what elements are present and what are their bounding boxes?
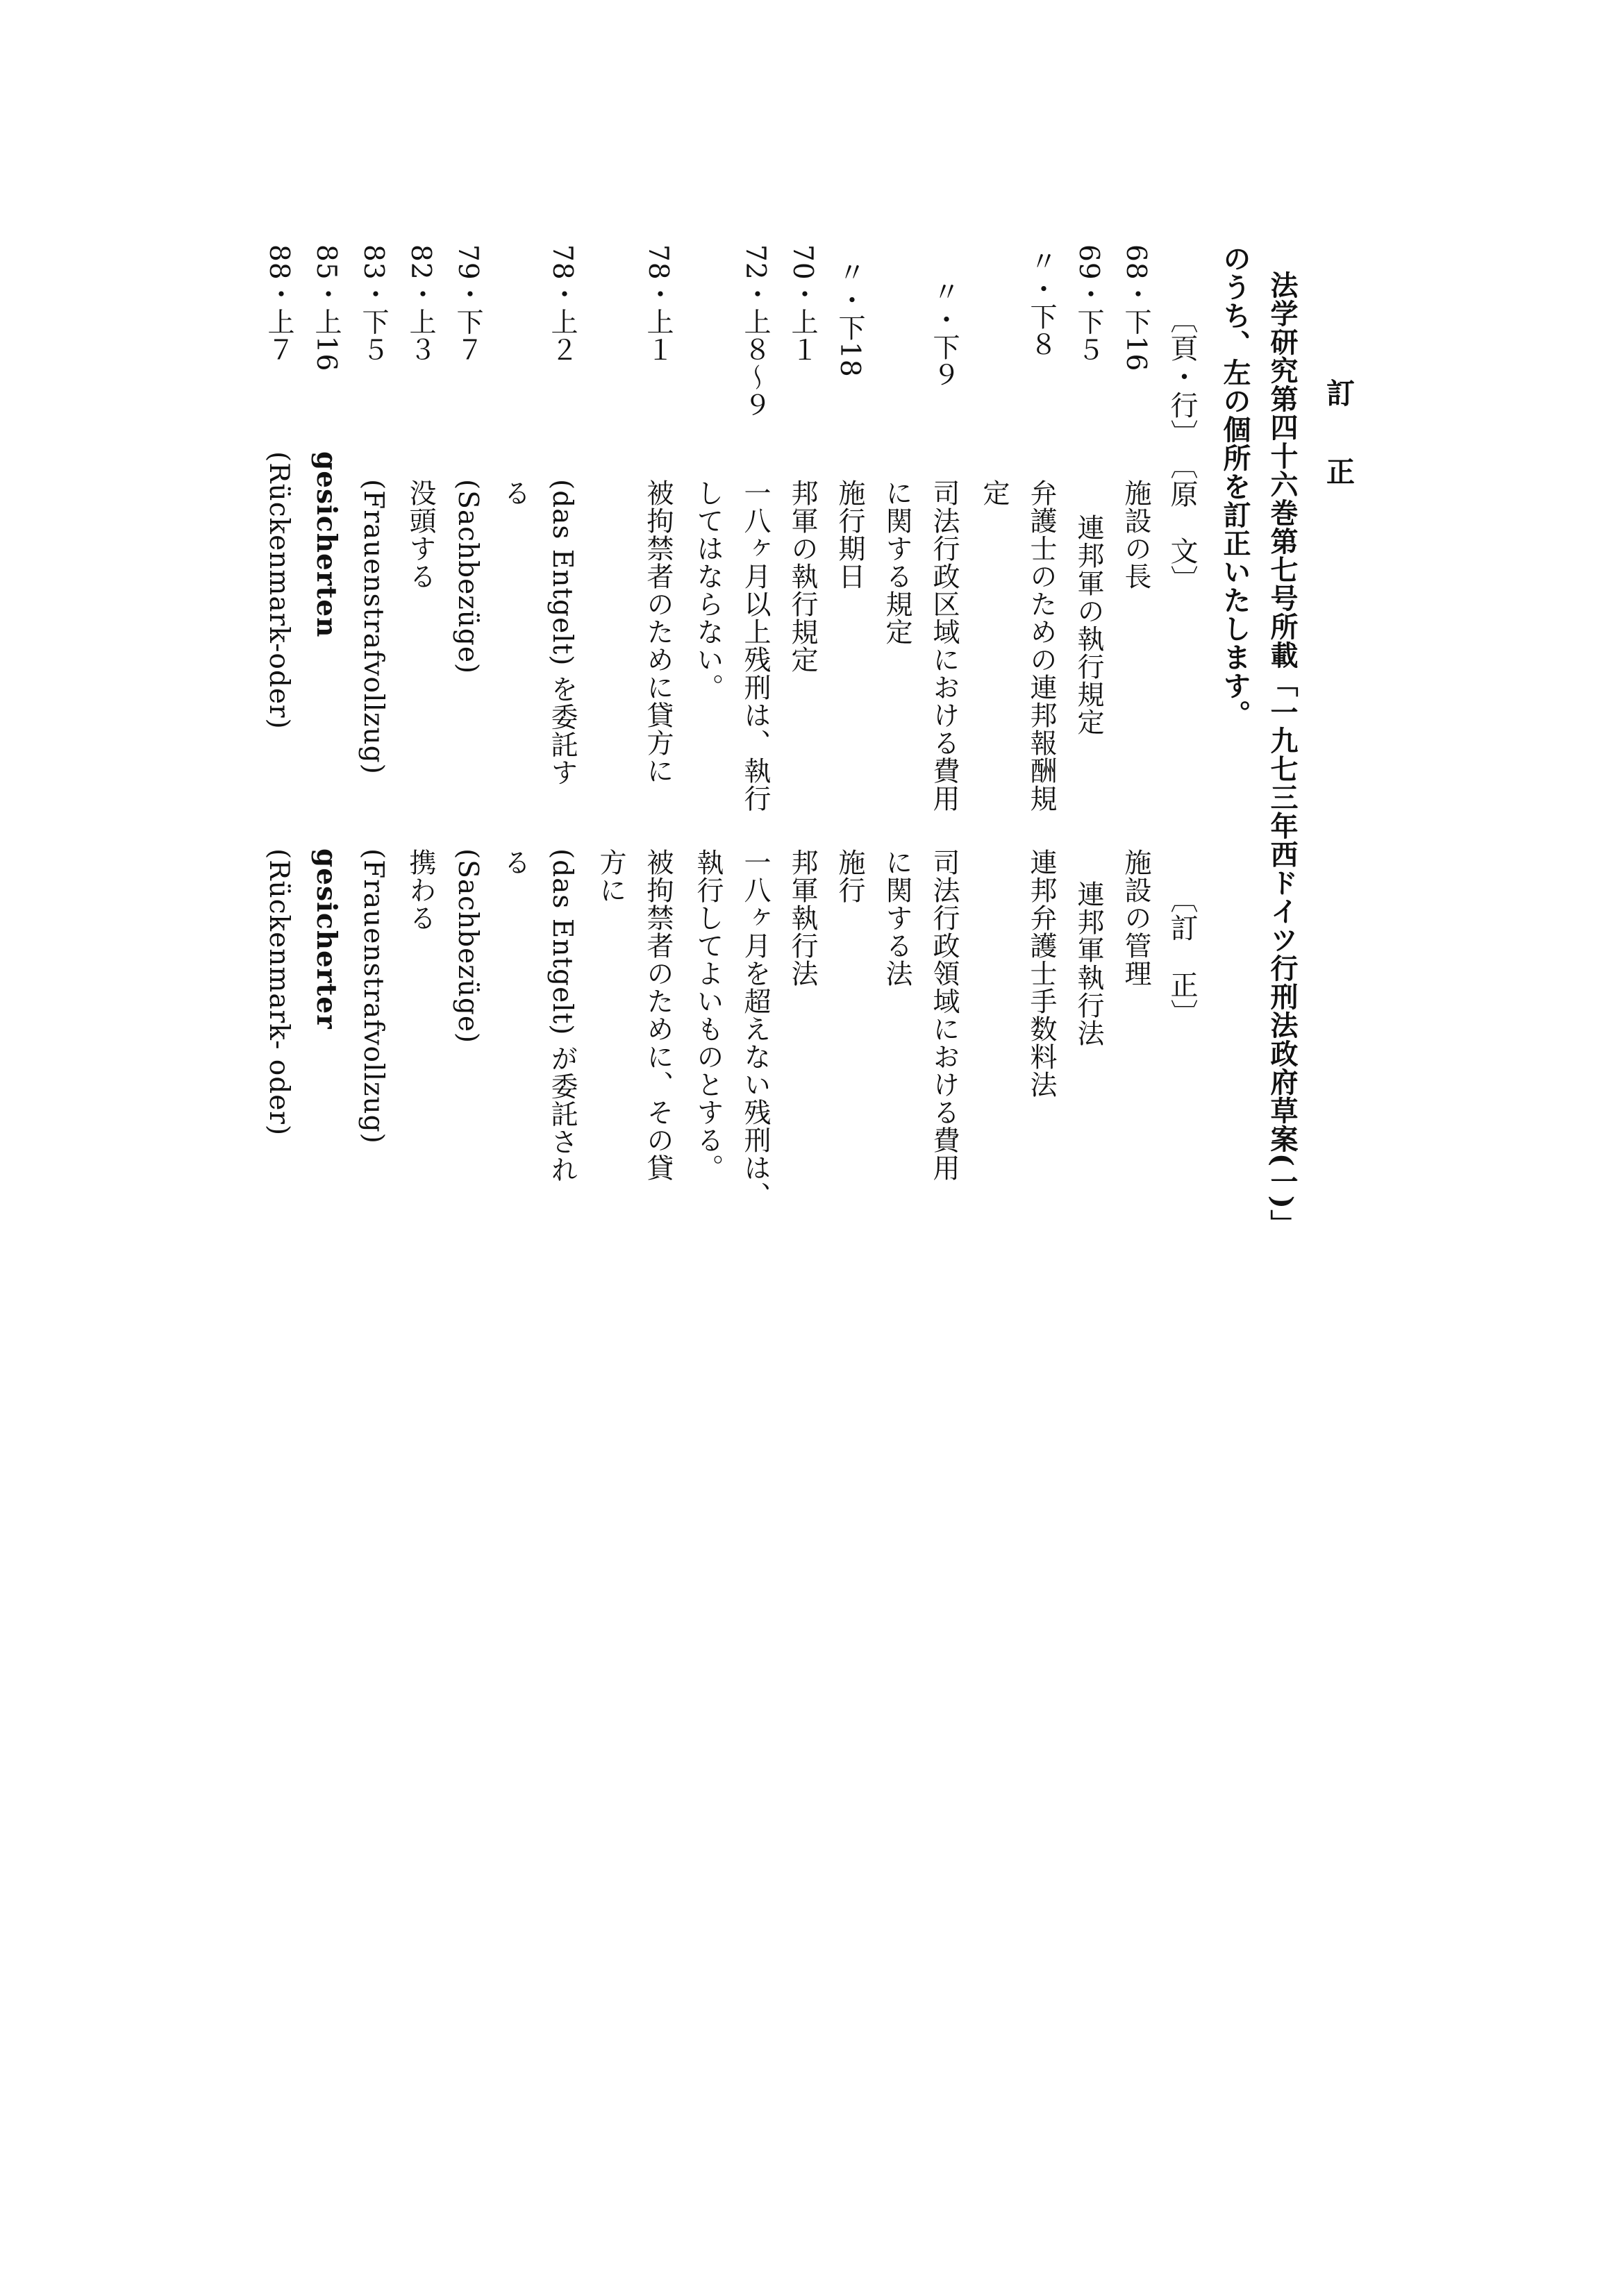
original-cell: 弁護士のための連邦報酬規 bbox=[1026, 479, 1057, 812]
original-cell: 邦軍の執行規定 bbox=[787, 479, 818, 673]
original-cell: (das Entgelt) を委託す bbox=[547, 479, 578, 787]
correction-cell: 司法行政領域における費用 bbox=[928, 848, 960, 1182]
ref-cell: 〃・下９ bbox=[928, 278, 960, 389]
correction-cell: 携わる bbox=[405, 848, 436, 932]
ref-cell: 83・下５ bbox=[358, 244, 389, 364]
correction-cell: 邦軍執行法 bbox=[787, 848, 818, 987]
correction-cell-continuation: る bbox=[499, 848, 531, 876]
original-cell: (Rückenmark-oder) bbox=[263, 451, 294, 730]
original-cell-continuation: してはならない。 bbox=[692, 479, 724, 701]
correction-cell: 施行 bbox=[834, 848, 865, 904]
column-heading-original: 〔原 文〕 bbox=[1166, 451, 1198, 594]
column-heading-ref: 〔頁・行〕 bbox=[1166, 305, 1198, 448]
ref-cell: 69・下５ bbox=[1073, 244, 1104, 364]
original-cell: 被拘禁者のために貸方に bbox=[642, 479, 674, 785]
ref-cell: 72・上８〜９ bbox=[740, 244, 771, 419]
correction-cell-continuation: に関する法 bbox=[881, 848, 912, 987]
correction-cell: gesicherter bbox=[310, 848, 342, 1030]
original-cell: 一八ヶ月以上残刑は、執行 bbox=[740, 479, 771, 812]
correction-cell: 被拘禁者のために、その貸 bbox=[642, 848, 674, 1182]
ref-cell: 68・下16 bbox=[1120, 244, 1151, 372]
original-cell: (Frauenstrafvollzug) bbox=[358, 479, 389, 775]
correction-cell-continuation: 方に bbox=[595, 848, 626, 904]
column-heading-correction: 〔訂 正〕 bbox=[1166, 885, 1198, 1028]
intro-line-1: 法学研究第四十六巻第七号所載「一九七三年西ドイツ行刑法政府草案(一)」 bbox=[1266, 271, 1299, 1238]
original-cell: 連邦軍の執行規定 bbox=[1073, 514, 1104, 736]
ref-cell: 82・上３ bbox=[405, 244, 436, 364]
correction-cell: (das Entgelt) が委託され bbox=[547, 848, 578, 1184]
ref-cell: 70・上１ bbox=[787, 244, 818, 364]
correction-cell: (Frauenstrafvollzug) bbox=[358, 848, 389, 1144]
original-cell: (Sachbezüge) bbox=[452, 479, 483, 675]
ref-cell: 〃・下18 bbox=[834, 258, 865, 378]
original-cell: 司法行政区域における費用 bbox=[928, 479, 960, 812]
original-cell: gesicherten bbox=[310, 451, 342, 638]
correction-cell: (Rückenmark- oder) bbox=[263, 848, 294, 1137]
ref-cell: 78・上１ bbox=[642, 244, 674, 364]
correction-cell: 連邦弁護士手数料法 bbox=[1026, 848, 1057, 1098]
original-cell: 施行期日 bbox=[834, 479, 865, 590]
ref-cell: 85・上16 bbox=[310, 244, 342, 372]
correction-cell: (Sachbezüge) bbox=[452, 848, 483, 1044]
correction-cell: 一八ヶ月を超えない残刑は、 bbox=[740, 848, 771, 1209]
original-cell-continuation: る bbox=[499, 479, 531, 507]
correction-cell: 連邦軍執行法 bbox=[1073, 880, 1104, 1047]
original-cell-continuation: 定 bbox=[978, 479, 1010, 507]
original-cell: 没頭する bbox=[405, 479, 436, 590]
original-cell: 施設の長 bbox=[1120, 479, 1151, 590]
ref-cell: 88・上７ bbox=[263, 244, 294, 364]
original-cell-continuation: に関する規定 bbox=[881, 479, 912, 646]
correction-cell-continuation: 執行してよいものとする。 bbox=[692, 848, 724, 1182]
ref-cell: 〃・下８ bbox=[1026, 247, 1057, 358]
ref-cell: 78・上２ bbox=[547, 244, 578, 364]
intro-line-2: のうち、左の個所を訂正いたします。 bbox=[1219, 244, 1251, 728]
ref-cell: 79・下７ bbox=[452, 244, 483, 364]
page-title: 訂正 bbox=[1321, 378, 1355, 535]
correction-cell: 施設の管理 bbox=[1120, 848, 1151, 987]
